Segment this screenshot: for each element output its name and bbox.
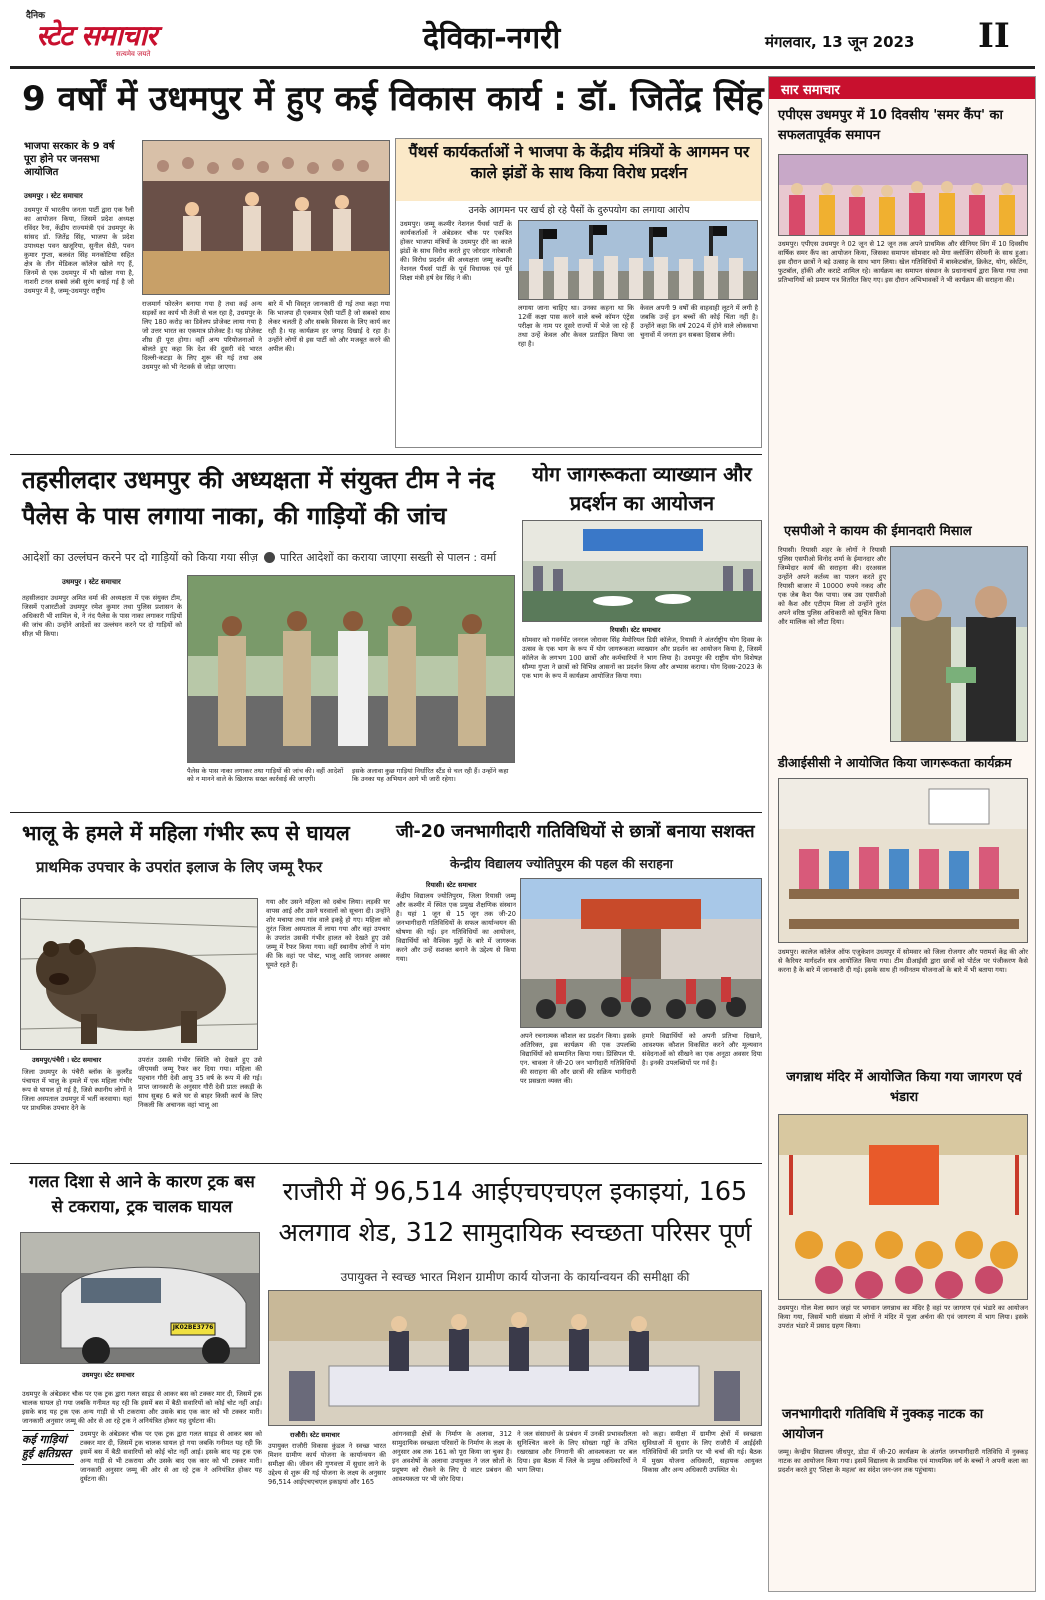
art2-col2: लगाया जाना चाहिए था। उनका कहना था कि 12वीं कक्षा पास करने वाले बच्चे कॉमन एंट्रेंस परीक्षा के नाम पर दूसरे राज्यों में भेजे जा रहे हैं तथा उन्हें केवल और केवल प्रताड़ित किया जा रहा है।	[518, 304, 634, 348]
s3-photo	[778, 778, 1028, 943]
masthead-rule	[10, 66, 1035, 69]
masthead	[8, 6, 1038, 64]
art3-col1: तहसीलदार उधमपुर अमित वर्मा की अध्यक्षता में एक संयुक्त टीम, जिसमें एआरटीओ उधमपुर रमेश कुमार तथा पुलिस प्रशासन के अधिकारी भी शामिल थे, ने नंद पैलेस के पास नाका लगाकर गाड़ियों की जांच की। उन्होंने आदेशों का उल्लंघन करने पर दो गाड़ियों को सीज़ भी किया।	[22, 594, 182, 638]
art5-body3: गया और उसने महिला को दबोच लिया। लड़की घर वापस आई और उसने घरवालों को सूचना दी। उन्होंने शोर मचाया तथा गांव वाले इकट्ठे हो गए। महिला को तुरंत जिला अस्पताल में लाया गया और वहां उपचार के उपरांत उसकी गंभीर हालत को देखते हुए उसे जम्मू में रैफर किया गया। वहीं स्थानीय लोगों ने मांग की कि वहां पर पोस्ट, भालू आदि जानवर अक्सर घूमते रहते हैं।	[266, 898, 390, 969]
masthead-motto: सत्यमेव जयते	[116, 50, 151, 58]
art4-headline: योग जागरूकता व्याख्यान और प्रदर्शन का आयोजन	[532, 462, 752, 515]
art8-byline: राजौरी। स्टेट समाचार	[290, 1431, 340, 1439]
art1-byline: उधमपुर । स्टेट समाचार	[24, 192, 83, 200]
art8-col2: आंगनवाड़ी क्षेत्रों के निर्माण के अलावा, 312 सामुदायिक स्वच्छता परिसरों के निर्माण के लक्ष्य के अनुसार अब तक 161 को पूरा किया जा चुका है। इन अवशेषों के अलावा उपायुक्त ने जल स्रोतों के प्रदूषण को रोकने के लिए ग्रे वाटर प्रबंधन की आवश्यकता पर भी जोर दिया।	[392, 1430, 512, 1483]
art3-caption: पैलेस के पास नाका लगाकर तथा गाड़ियों की जांच की। वहीं आदेशों को न मानने वाले के खिलाफ सख्त कार्रवाई की जाएगी।	[187, 767, 344, 784]
art4-byline: रियासी। स्टेट समाचार	[610, 626, 661, 634]
art3-subhead-b: पारित आदेशों का कराया जाएगा सख्ती से पालन : वर्मा	[280, 551, 497, 564]
s1-photo	[778, 154, 1028, 236]
masthead-title: स्टेट समाचार	[36, 19, 157, 52]
art8-headline: राजौरी में 96,514 आईएचएचएल इकाइयां, 165 अलगाव शेड, 312 सामुदायिक स्वच्छता परिसर पूर्ण	[278, 1177, 752, 1248]
art1-col2: राजमार्ग फोरलेन बनाया गया है तथा कई अन्य सड़कों का कार्य भी तेजी से चल रहा है, उधमपुर के लिए 180 करोड़ का डिवेलप प्रोजेक्ट लाया गया है जो उत्तर भारत का एकमात्र प्रोजेक्ट है। यह प्रोजेक्ट शीघ्र ही पूरा होगा। वहीं अन्य परियोजनाओं ने बोलते हुए कहा कि देश की दूसरी वंदे भारत दिल्ली-कटड़ा के लिए शुरू की गई तथा अब उधमपुर को भी नेटवर्क से जोड़ा जाएगा।	[142, 300, 262, 371]
art6-col2: अपने रचनात्मक कौशल का प्रदर्शन किया। इसके अतिरिक्त, इस कार्यक्रम की एक उपलब्धि विद्यार्थियों को सम्मानित किया गया। प्रिंसिपल पी. एन. चावला ने जी-20 जन भागीदारी गतिविधियों की सराहना की और छात्रों की सक्रिय भागीदारी पर प्रसन्नता व्यक्त की।	[520, 1032, 636, 1085]
s3-body: उधमपुर। कालेज कॉलेज ऑफ एजुकेशन उधमपुर में सोमवार को जिला रोजगार और परामर्श केंद्र की ओर से कैरियर मार्गदर्शन सत्र आयोजित किया गया। टीम डीआईसी द्वारा छात्रों को पोर्टल पर पंजीकरण कैसे करना है के बारे में जानकारी दी गई। इसके साथ ही नवीनतम योजनाओं के बारे में भी बताया गया।	[778, 948, 1028, 974]
art2-col1: उधमपुर। जम्मू कश्मीर नेशनल पैंथर्स पार्टी के कार्यकर्ताओं ने अंबेडकर चौक पर एकत्रित होकर भाजपा मंत्रियों के उधमपुर दौरे का काले झंडों के साथ विरोध करते हुए जोरदार नारेबाजी की। विरोध प्रदर्शन की अध्यक्षता जम्मू कश्मीर नेशनल पैंथर्स पार्टी के पूर्व विधायक एवं पूर्व शिक्षा मंत्री हर्ष देव सिंह ने की।	[400, 220, 512, 282]
s4-headline: जगन्नाथ मंदिर में आयोजित किया गया जागरण एवं भंडारा	[786, 1070, 1022, 1105]
divider-3	[10, 1163, 762, 1164]
art8-col4: को कहा। समीक्षा में ग्रामीण क्षेत्रों में स्वच्छता सुविधाओं में सुधार के लिए राजौरी में आईईसी गतिविधियों की प्रगति पर भी चर्चा की गई। बैठक में मुख्य योजना अधिकारी, सहायक आयुक्त विकास और अन्य अधिकारी उपस्थित थे।	[642, 1430, 762, 1474]
art4-photo	[522, 520, 762, 622]
s5-body: जम्मू। केन्द्रीय विद्यालय जीधपुर, डोडा में जी-20 कार्यक्रम के अंतर्गत जनभागीदारी गतिविधि में नुक्कड़ नाटक का आयोजन किया गया। इसमें विद्यालय के प्राथमिक एवं माध्यमिक वर्ग के बच्चों ने अपनी कला का प्रदर्शन करते हुए 'शिक्षा के महत्व' का संदेश जन-जन तक पहुंचाया।	[778, 1448, 1028, 1474]
art8-col1: उपायुक्त राजौरी विकास कुंडल ने स्वच्छ भारत मिशन ग्रामीण कार्य योजना के कार्यान्वयन की समीक्षा की। जीवन की गुणवत्ता में सुधार लाने के उद्देश्य से शुरू की गई योजना के लक्ष्य के अनुसार 96,514 आईएचएचएल इकाइयां और 165	[268, 1442, 386, 1486]
s1-body: उधमपुर। एपीएस उधमपुर ने 02 जून से 12 जून तक अपने प्राथमिक और सीनियर विंग में 10 दिवसीय वार्षिक समर कैंप का आयोजन किया, जिसका समापन सोमवार को मेगा क्लोजिंग सेरेमनी के साथ हुआ। इस दौरान छात्रों ने बड़े उत्साह के साथ भाग लिया। खेल गतिविधियों में बास्केटबॉल, क्रिकेट, योग, स्केटिंग, फुटबॉल, हॉकी और कराटे शामिल रहे। कार्यक्रम का समापन संस्थान के प्रधानाचार्य द्वारा किया गया तथा प्रतिभागियों को प्रमाण पत्र वितरित किए गए। इस दौरान अभिभावकों ने भी कार्यक्रम की सराहना की।	[778, 240, 1028, 284]
art6-byline: रियासी। स्टेट समाचार	[426, 881, 477, 889]
art1-col3: बारे में भी विस्तृत जानकारी दी गई तथा कहा गया कि भाजपा ही एकमात्र ऐसी पार्टी है जो सबको साथ लेकर चलती है और सबके विकास के लिए कार्य कर रही है। यह कार्यक्रम हर जगह दिखाई दे रहा है। उन्होंने लोगों से इस पार्टी को और मजबूत करने की अपील की।	[268, 300, 390, 353]
s4-body: उधमपुर। गोल मेला स्थान जहां पर भगवान जगन्नाथ का मंदिर है वहां पर जागरण एवं भंडारे का आयोजन किया गया, जिसमें भारी संख्या में लोगों ने मंदिर में पूजा अर्चना की एवं जागरण में भाग लिया। इसके उपरांत भंडारे में प्रसाद ग्रहण किया।	[778, 1304, 1028, 1330]
art6-photo	[520, 878, 762, 1028]
divider-1	[10, 454, 762, 455]
art3-bullet	[264, 552, 275, 563]
art7-body-bottom: उधमपुर के अंबेडकर चौक पर एक ट्रक द्वारा गलत साइड से आकर बस को टक्कर मार दी, जिसमें ट्रक चालक घायल हो गया जबकि गनीमत यह रही कि इसमें बस में बैठी सवारियों को कोई चोट नहीं आई। इसके बाद यह ट्रक एक अन्य गाड़ी से भी टकराया और उसके बाद एक कार को भी टक्कर मारी। जानकारी अनुसार जम्मू की ओर से आ रहे ट्रक ने अनियंत्रित होकर यह दुर्घटना की।	[80, 1430, 262, 1483]
art1-col1: उधमपुर में भारतीय जनता पार्टी द्वारा एक रैली का आयोजन किया, जिसमें प्रदेश अध्यक्ष रविंदर रैना, केंद्रीय राज्यमंत्री एवं उधमपुर के सांसद डॉ. जितेंद्र सिंह, भाजपा के प्रदेश उपाध्यक्ष पवन खजूरिया, सुनील सेठी, पवन कुमार गुप्ता, बलवंत सिंह मनकोटिया सहित क्षेत्र के तीन मेडिकल कॉलेज खोले गए हैं, जिनमें से एक उधमपुर में भी खोला गया है, नाशरी टनल सबसे लंबी सुरंग बनाई गई है जो उधमपुर में है, जम्मू-उधमपुर राष्ट्रीय	[24, 206, 134, 295]
art7-body-top: उधमपुर के अंबेडकर चौक पर एक ट्रक द्वारा गलत साइड से आकर बस को टक्कर मार दी, जिसमें ट्रक चालक घायल हो गया जबकि गनीमत यह रही कि इसमें बस में बैठी सवारियों को कोई चोट नहीं आई। इसके बाद यह ट्रक एक अन्य गाड़ी से भी टकराया और उसके बाद एक कार को भी टक्कर मारी। जानकारी अनुसार जम्मू की ओर से आ रहे ट्रक ने अनियंत्रित होकर यह दुर्घटना की।	[22, 1390, 262, 1425]
art8-subhead: उपायुक्त ने स्वच्छ भारत मिशन ग्रामीण कार्य योजना के कार्यान्वयन की समीक्षा की	[340, 1270, 690, 1284]
art6-subhead: केन्द्रीय विद्यालय ज्योतिपुरम की पहल की सराहना	[450, 856, 673, 871]
art1-headline: 9 वर्षों में उधमपुर में हुए कई विकास कार्य : डॉ. जितेंद्र सिंह	[22, 79, 764, 119]
s4-photo	[778, 1114, 1028, 1300]
art6-col1: केंद्रीय विद्यालय ज्योतिपुरम, जिला रियासी जम्मू और कश्मीर में स्थित एक प्रमुख शैक्षणिक संस्थान है। यहां 1 जून से 15 जून तक जी-20 जनभागीदारी गतिविधियों के सफल कार्यान्वयन की घोषणा की गई। इन गतिविधियों का आयोजन, विद्यार्थियों को वैश्विक मुद्दों के बारे में जागरूक करने और उन्हें सशक्त बनाने के उद्देश्य से किया गया।	[396, 892, 516, 963]
art7-byline: उधमपुर। स्टेट समाचार	[82, 1371, 135, 1379]
art6-headline: जी-20 जनभागीदारी गतिविधियों से छात्रों बनाया सशक्त	[396, 822, 755, 842]
art7-plate: JK02BE3776	[172, 1324, 214, 1331]
s3-headline: डीआईसीसी ने आयोजित किया जागरूकता कार्यक्रम	[778, 755, 1012, 770]
masthead-logo	[26, 8, 226, 58]
art5-byline: उधमपुर/पंचैरी । स्टेट समाचार	[32, 1056, 102, 1064]
page-number: II	[978, 16, 1010, 56]
art2-headline: पैंथर्स कार्यकर्ताओं ने भाजपा के केंद्रीय मंत्रियों के आगमन पर काले झंडों के साथ किया विरोध प्रदर्शन	[408, 143, 750, 182]
divider-2	[10, 812, 762, 813]
art2-photo	[518, 220, 758, 300]
sidebar-label: सार समाचार	[769, 77, 1035, 99]
art2-subhead: उनके आगमन पर खर्च हो रहे पैसों के दुरुपयोग का लगाया आरोप	[468, 205, 690, 216]
s2-photo	[890, 546, 1028, 742]
art5-photo	[20, 898, 258, 1050]
art3-byline: उधमपुर । स्टेट समाचार	[62, 578, 121, 586]
art7-pullquote: कई गाड़ियां हुई क्षतिग्रस्त	[22, 1430, 74, 1465]
masthead-prefix: दैनिक	[26, 11, 46, 21]
art5-subhead: प्राथमिक उपचार के उपरांत इलाज के लिए जम्मू रैफर	[36, 858, 323, 876]
issue-date: मंगलवार, 13 जून 2023	[765, 33, 915, 51]
art7-photo	[20, 1232, 260, 1364]
s1-headline: एपीएस उधमपुर में 10 दिवसीय 'समर कैंप' का सफलतापूर्वक समापन	[778, 108, 1003, 143]
art8-col3: ने जल संसाधनों के प्रबंधन में उनकी प्रभावशीलता सुनिश्चित करने के लिए सोख्ता गड्ढों के उचित रखरखाव और निगरानी की आवश्यकता पर बल दिया। इस बैठक में जिले के प्रमुख अधिकारियों ने भाग लिया।	[517, 1430, 637, 1474]
art7-headline: गलत दिशा से आने के कारण ट्रक बस से टकराया, ट्रक चालक घायल	[29, 1172, 255, 1216]
art3-subhead-a: आदेशों का उल्लंघन करने पर दो गाड़ियों को किया गया सीज़	[22, 551, 258, 564]
art3-photo	[187, 575, 515, 763]
art1-photo	[142, 140, 390, 295]
s2-body: रियासी। रियासी शहर के लोगों ने रियासी पुलिस एसपीओ विनोद शर्मा के ईमानदार और जिम्मेदार कार्य की सराहना की। दरअसल उन्होंने अपने कर्तव्य का पालन करते हुए रियासी बाजार में 10000 रुपये नकद और एक जेब कैश पैक पाया। जब उस एसपीओ को कैश और एटीएम मिला तो उन्होंने तुरंत अपने वरिष्ठ पुलिस अधिकारी को सूचित किया और मालिक को लौटा दिया।	[778, 546, 886, 626]
art6-col3: हमारे विद्यार्थियों को अपनी प्रतिभा दिखाने, आवश्यक कौशल विकसित करने और मूल्यवान संवेदनाओं को सीखने का एक अनूठा अवसर दिया है। इनकी उपलब्धियों पर गर्व है।	[642, 1032, 762, 1067]
s5-headline: जनभागीदारी गतिविधि में नुक्कड़ नाटक का आयोजन	[782, 1407, 984, 1442]
art4-body: सोमवार को गवर्नमेंट जनरल जोरावर सिंह मेमोरियल डिग्री कॉलेज, रियासी ने अंतर्राष्ट्रीय योग दिवस के उत्सव के एक भाग के रूप में योग जागरूकता व्याख्यान और प्रदर्शन का आयोजन किया है, जिसमें कॉलेज के लगभग 100 छात्रों और कर्मचारियों ने भाग लिया है। उधमपुर की राष्ट्रीय योग विशेषज्ञ सौम्या गुप्ता ने छात्रों को विभिन्न आसनों का प्रदर्शन किया और अभ्यास कराया। योग दिवस-2023 के एक भाग के रूप में कार्यक्रम आयोजित किया गया।	[522, 636, 762, 680]
art1-subhead: भाजपा सरकार के 9 वर्ष पूरा होने पर जनसभा आयोजित	[24, 141, 115, 178]
art8-photo	[268, 1290, 762, 1426]
art3-col3: इसके अलावा कुछ गाड़ियां निर्धारित स्टैंड से चल रही हैं। उन्होंने कहा कि उनका यह अभियान आगे भी जारी रहेगा।	[352, 767, 509, 784]
art3-headline: तहसीलदार उधमपुर की अध्यक्षता में संयुक्त टीम ने नंद पैलेस के पास लगाया नाका, की गाड़ियों की जांच	[22, 466, 495, 530]
art2-col3: केवल अपनी 9 वर्षों की वाहवाही लूटने में लगी है जबकि उन्हें इन बच्चों की कोई चिंता नहीं है। उन्होंने कहा कि वर्ष 2024 में होने वाले लोकसभा चुनावों में जनता इन सबका हिसाब लेगी।	[640, 304, 758, 339]
section-name: देविका-नगरी	[423, 21, 561, 56]
art5-body1: जिला उधमपुर के पंचैरी ब्लॉक के कुलरैंड पंचायत में भालू के हमले में एक महिला गंभीर रूप से घायल हो गई है, जिसे स्थानीय लोगों ने जिला अस्पताल उधमपुर में भर्ती करवाया। यहां पर प्राथमिक उपचार देने के	[22, 1068, 132, 1112]
s2-headline: एसपीओ ने कायम की ईमानदारी मिसाल	[784, 524, 972, 539]
art5-body2: उपरांत उसकी गंभीर स्थिति को देखते हुए उसे जीएमसी जम्मू रैफर कर दिया गया। महिला की पहचान गौरी देवी आयु 35 वर्ष के रूप में की गई। प्राप्त जानकारी के अनुसार गौरी देवी प्रातः लकड़ी के साथ सुबह 6 बजे घर से बाहर किसी कार्य के लिए निकली कि अचानक वहां भालू आ	[138, 1056, 262, 1109]
art5-headline: भालू के हमले में महिला गंभीर रूप से घायल	[22, 821, 350, 845]
